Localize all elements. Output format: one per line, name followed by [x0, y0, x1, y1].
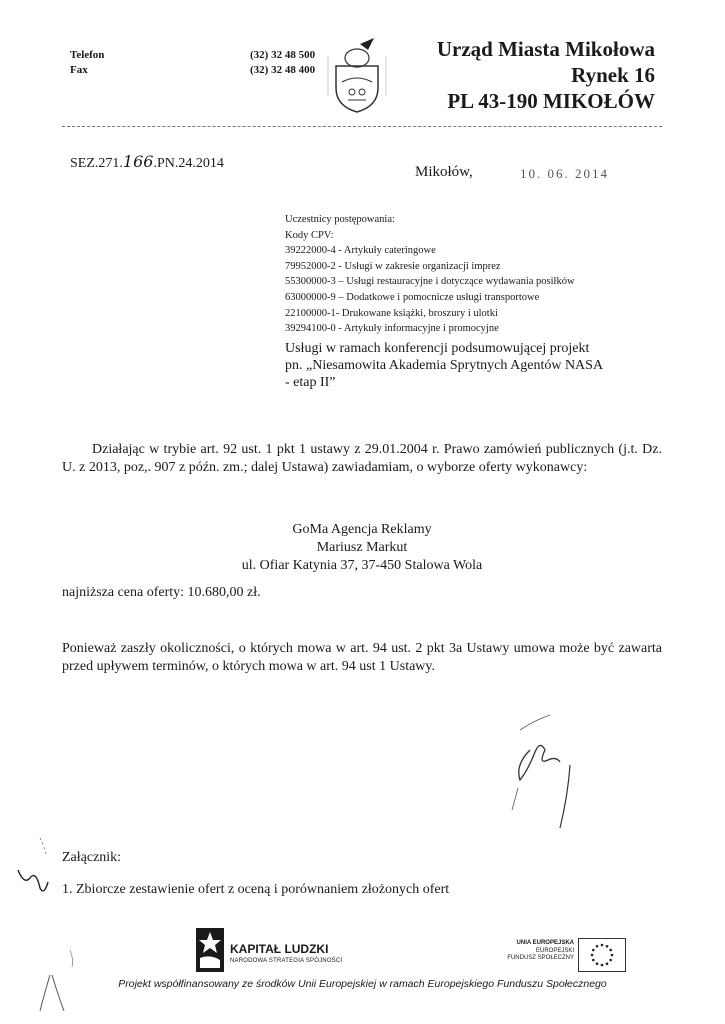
fax-number: (32) 32 48 400	[250, 64, 316, 76]
phone-label: Telefon	[70, 49, 105, 61]
contact-numbers	[250, 48, 315, 78]
cpv-label: Kody CPV:	[285, 229, 334, 241]
place: Mikołów,	[415, 164, 473, 180]
kapital-ludzki-icon	[196, 928, 224, 972]
city-crest-icon	[322, 36, 392, 116]
attachment-item: 1. Zbiorcze zestawienie ofert z oceną i porównaniem złożonych ofert	[62, 882, 450, 897]
eu-flag-icon	[578, 938, 626, 972]
cpv-code: 79952000-2 - Usługi w zakresie organizacji imprez	[285, 260, 501, 272]
reference-prefix: SEZ.271.	[70, 156, 123, 171]
body-paragraph-1-text: Działając w trybie art. 92 ust. 1 pkt 1 ustawy z 29.01.2004 r. Prawo zamówień publicznych (j.t. Dz. U. z 2013, poz,. 907 z późn. zm.; dalej Ustawa) zawiadamiam, o wyborze oferty wykonawcy:	[62, 442, 662, 475]
subject-block	[285, 340, 603, 391]
subject-line: Usługi w ramach konferencji podsumowującej projekt	[285, 341, 590, 356]
eu-text	[507, 940, 574, 963]
cpv-code: 39294100-0 - Artykuły informacyjne i promocyjne	[285, 323, 499, 335]
cpv-code: 22100000-1- Drukowane książki, broszury i ulotki	[285, 307, 498, 319]
office-street: Rynek 16	[571, 63, 655, 87]
eu-logo	[506, 938, 626, 974]
price-label: najniższa cena oferty:	[62, 585, 185, 600]
handwritten-mark-icon	[10, 830, 60, 900]
winner-block	[62, 521, 662, 575]
reference-handwritten: 166	[122, 152, 154, 171]
office-postal: PL 43-190 MIKOŁÓW	[447, 89, 655, 113]
attachments-heading: Załącznik:	[62, 850, 122, 865]
eu-line: FUNDUSZ SPOŁECZNY	[507, 955, 574, 961]
subject-line: - etap II”	[285, 375, 336, 390]
winner-owner: Mariusz Markut	[316, 540, 408, 555]
reference-number	[70, 152, 224, 172]
cpv-code: 63000000-9 – Dodatkowe i pomocnicze usługi transportowe	[285, 291, 540, 303]
eu-line: UNIA EUROPEJSKA	[516, 940, 574, 946]
kapital-ludzki-subtitle: NARODOWA STRATEGIA SPÓJNOŚCI	[230, 958, 343, 964]
recipients-title: Uczestnicy postępowania:	[285, 214, 395, 225]
kapital-ludzki-logo	[196, 928, 396, 976]
header-divider	[62, 126, 662, 127]
footer-text: Projekt współfinansowany ze środków Unii Europejskiej w ramach Europejskiego Funduszu Społecznego	[118, 978, 607, 990]
office-address	[437, 36, 655, 114]
date-stamp: 10. 06. 2014	[520, 166, 609, 181]
winner-address: ul. Ofiar Katynia 37, 37-450 Stalowa Wola	[241, 558, 483, 573]
winner-name: GoMa Agencja Reklamy	[292, 522, 432, 537]
price-value: 10.680,00 zł.	[187, 585, 261, 600]
kapital-ludzki-title: KAPITAŁ LUDZKI	[230, 942, 329, 956]
office-name: Urząd Miasta Mikołowa	[436, 37, 655, 61]
cpv-code: 55300000-3 – Usługi restauracyjne i dotyczące wydawania posiłków	[285, 276, 575, 288]
body-paragraph-1	[62, 441, 662, 477]
fax-label: Fax	[70, 64, 88, 76]
recipients-block	[285, 212, 575, 337]
cpv-code: 39222000-4 - Artykuły cateringowe	[285, 245, 436, 257]
signature-icon	[490, 710, 590, 830]
price-line	[62, 585, 261, 601]
reference-suffix: .PN.24.2014	[153, 156, 224, 171]
eu-line: EUROPEJSKI	[535, 947, 574, 954]
subject-line: pn. „Niesamowita Akademia Sprytnych Agentów NASA	[285, 358, 604, 373]
phone-number: (32) 32 48 500	[250, 49, 316, 61]
contact-labels	[70, 48, 104, 78]
body-paragraph-2: Ponieważ zaszły okoliczności, o których mowa w art. 94 ust. 2 pkt 3a Ustawy umowa może być zawarta przed upływem terminów, o których mowa w art. 94 ust 1 Ustawy.	[62, 641, 662, 674]
